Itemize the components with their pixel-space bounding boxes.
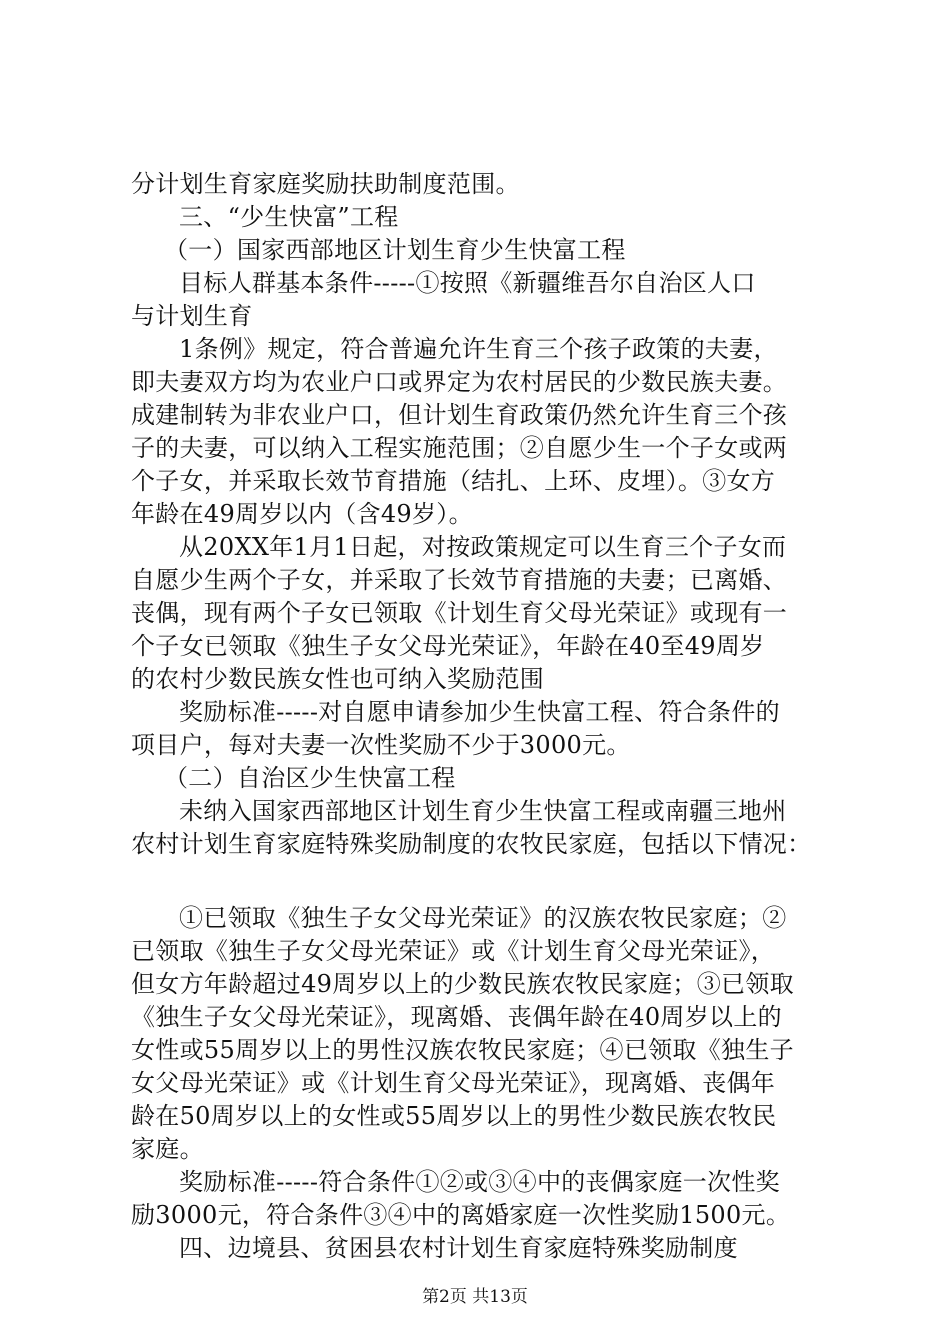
body-text-line: 成建制转为非农业户口，但计划生育政策仍然允许生育三个孩 xyxy=(131,401,788,429)
body-text-line: 丧偶，现有两个子女已领取《计划生育父母光荣证》或现有一 xyxy=(131,599,788,627)
body-text-line: 《独生子女父母光荣证》，现离婚、丧偶年龄在40周岁以上的 xyxy=(131,1003,782,1031)
body-text-line: 家庭。 xyxy=(131,1135,204,1163)
body-text-line: 分计划生育家庭奖励扶助制度范围。 xyxy=(131,170,520,198)
body-text-line: 奖励标准-----对自愿申请参加少生快富工程、符合条件的 xyxy=(179,698,780,726)
body-text-line: 农村计划生育家庭特殊奖励制度的农牧民家庭，包括以下情况： xyxy=(131,830,812,858)
body-text-line: 女性或55周岁以上的男性汉族农牧民家庭；④已领取《独生子 xyxy=(131,1036,794,1064)
body-text-line: ①已领取《独生子女父母光荣证》的汉族农牧民家庭；② xyxy=(179,904,787,932)
body-text-line: 子的夫妻，可以纳入工程实施范围；②自愿少生一个子女或两 xyxy=(131,434,788,462)
body-text-line: 奖励标准-----符合条件①②或③④中的丧偶家庭一次性奖 xyxy=(179,1168,780,1196)
body-text-line: 年龄在49周岁以内（含49岁）。 xyxy=(131,500,473,528)
body-text-line: 个子女，并采取长效节育措施（结扎、上环、皮埋）。③女方 xyxy=(131,467,776,495)
body-text-line: 励3000元，符合条件③④中的离婚家庭一次性奖励1500元。 xyxy=(131,1201,791,1229)
body-text-line: 项目户，每对夫妻一次性奖励不少于3000元。 xyxy=(131,731,631,759)
body-text-line: 个子女已领取《独生子女父母光荣证》，年龄在40至49周岁 xyxy=(131,632,765,660)
page-number-footer: 第2页 共13页 xyxy=(422,1287,528,1307)
section-heading: 三、“少生快富”工程 xyxy=(179,203,399,231)
subsection-heading: （一）国家西部地区计划生育少生快富工程 xyxy=(164,236,626,264)
body-text-line: 即夫妻双方均为农业户口或界定为农村居民的少数民族夫妻。 xyxy=(131,368,788,396)
body-text-line: 的农村少数民族女性也可纳入奖励范围 xyxy=(131,665,545,693)
subsection-heading: （二）自治区少生快富工程 xyxy=(164,764,456,792)
body-text-line: 从20XX年1月1日起，对按政策规定可以生育三个子女而 xyxy=(179,533,787,561)
body-text-line: 1条例》规定，符合普遍允许生育三个孩子政策的夫妻， xyxy=(179,335,778,363)
body-text-line: 自愿少生两个子女，并采取了长效节育措施的夫妻；已离婚、 xyxy=(131,566,788,594)
body-text-line: 龄在50周岁以上的女性或55周岁以上的男性少数民族农牧民 xyxy=(131,1102,777,1130)
body-text-line: 与计划生育 xyxy=(131,302,253,330)
body-text-line: 目标人群基本条件-----①按照《新疆维吾尔自治区人口 xyxy=(179,269,756,297)
body-text-line: 女父母光荣证》或《计划生育父母光荣证》，现离婚、丧偶年 xyxy=(131,1069,776,1097)
section-heading: 四、边境县、贫困县农村计划生育家庭特殊奖励制度 xyxy=(179,1234,738,1262)
body-text-line: 已领取《独生子女父母光荣证》或《计划生育父母光荣证》， xyxy=(131,937,776,965)
body-text-line: 但女方年龄超过49周岁以上的少数民族农牧民家庭；③已领取 xyxy=(131,970,794,998)
body-text-line: 未纳入国家西部地区计划生育少生快富工程或南疆三地州 xyxy=(179,797,787,825)
